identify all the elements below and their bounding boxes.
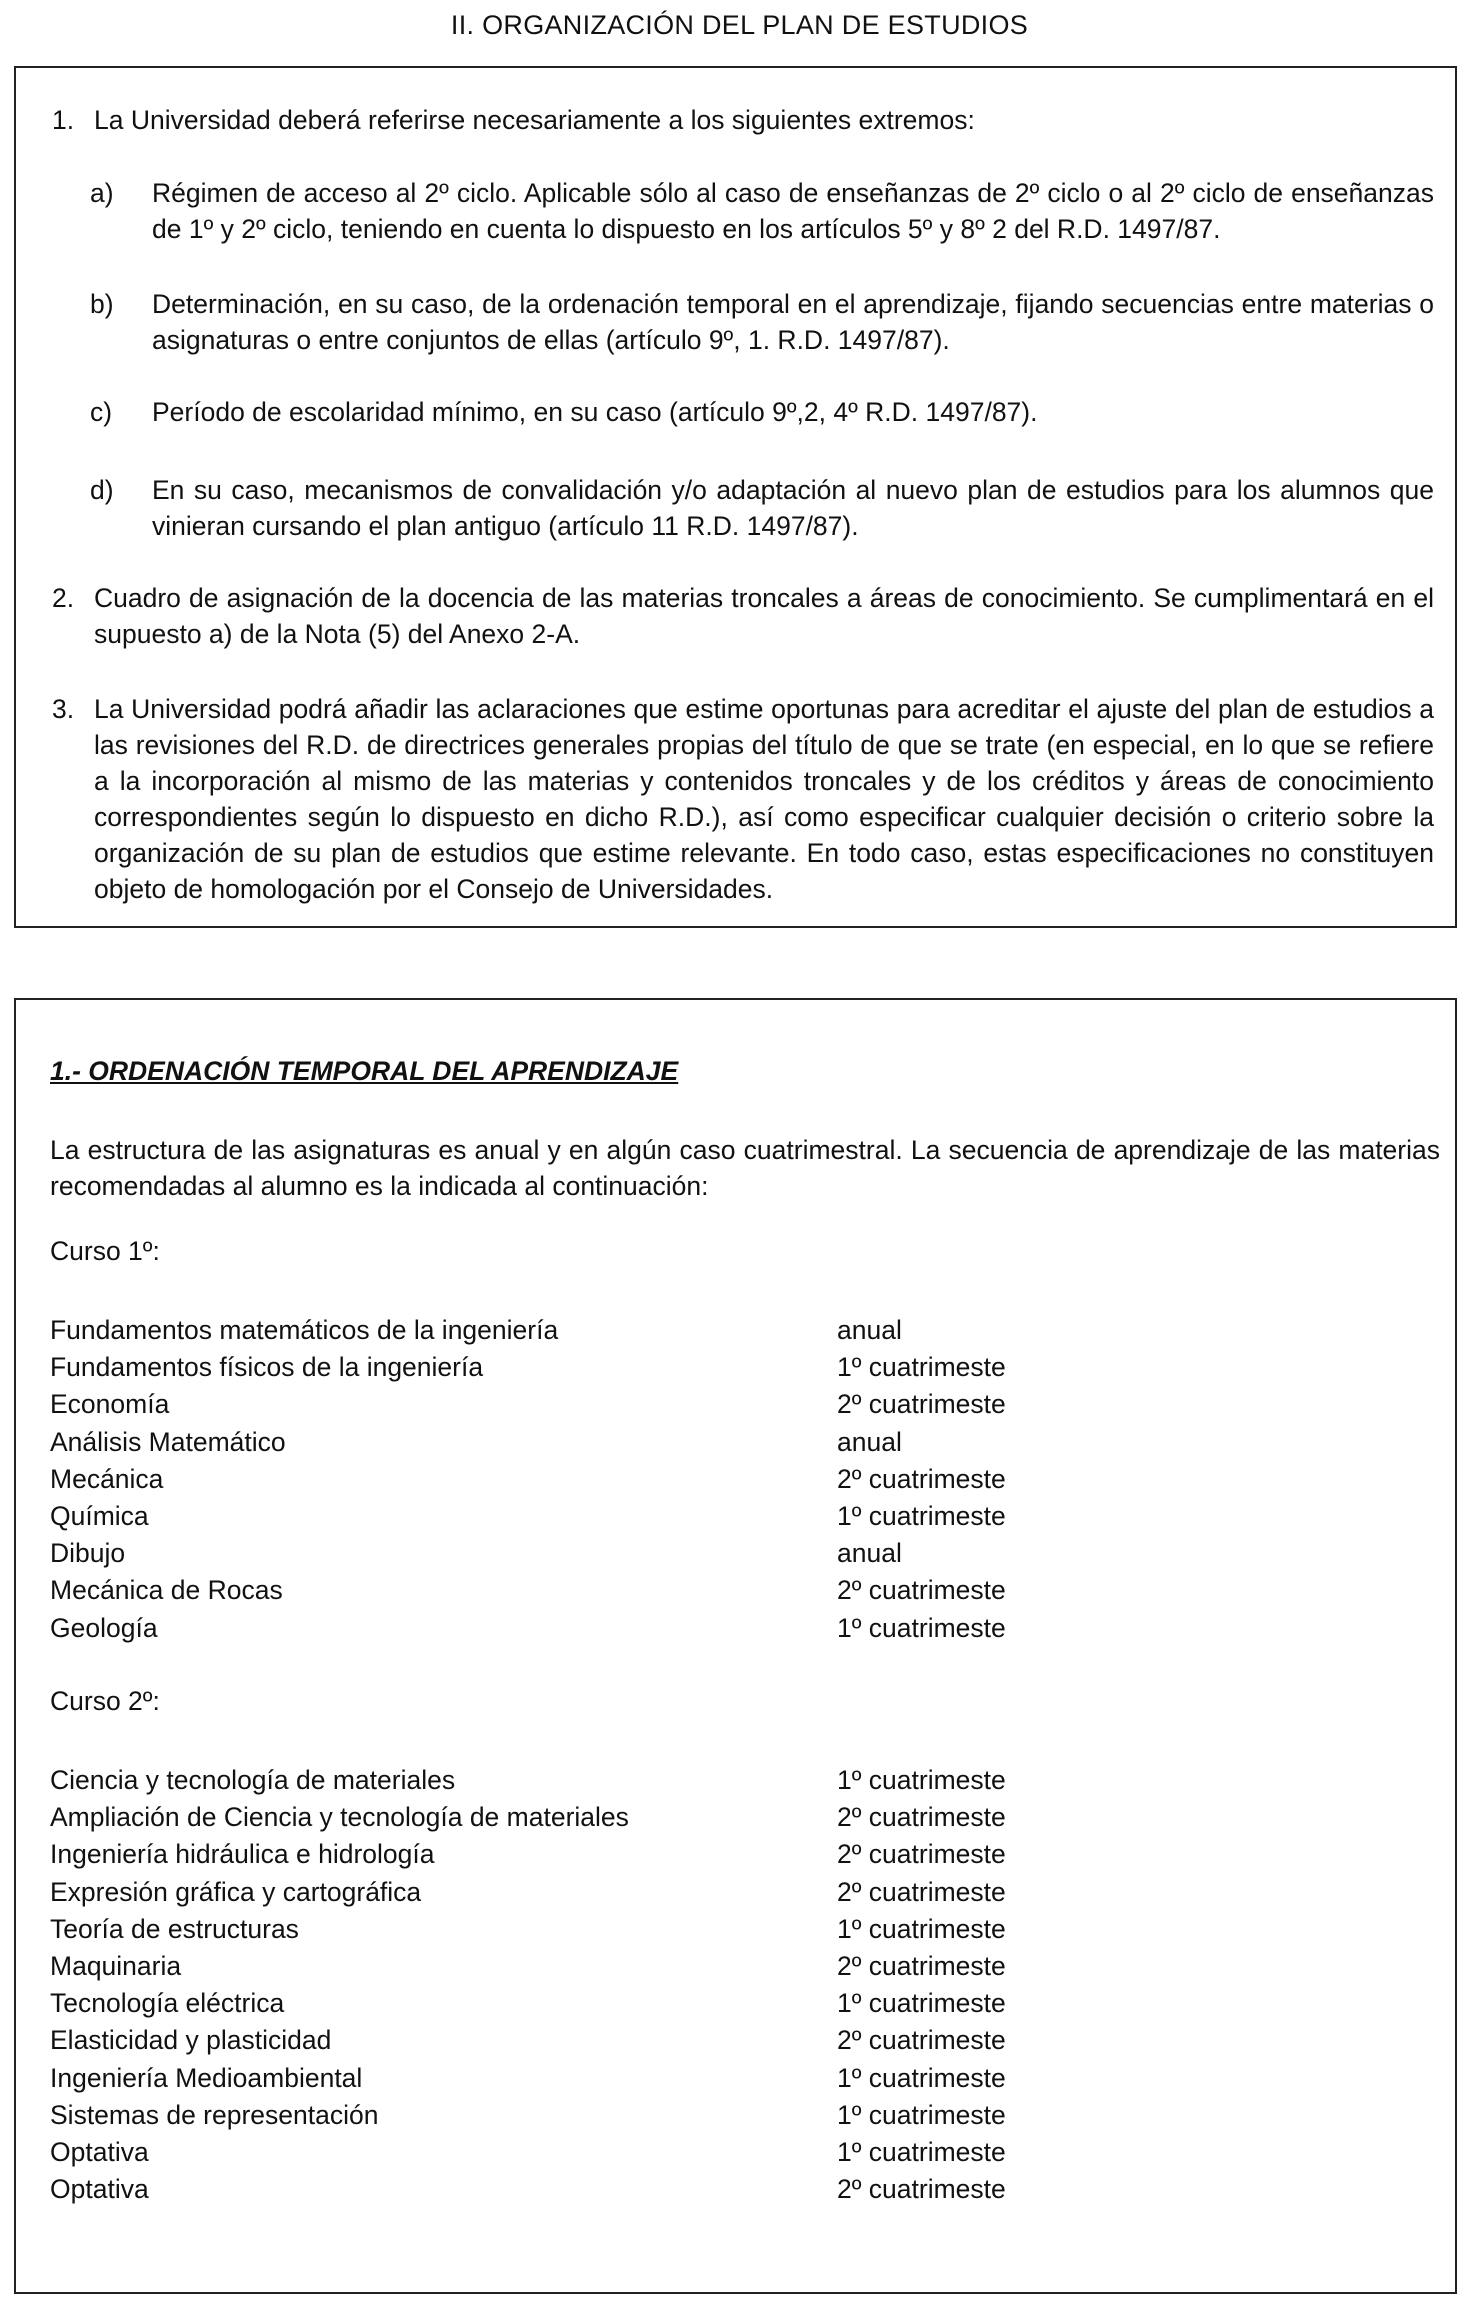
subject-name: Química (50, 1500, 149, 1531)
subitem-letter: c) (90, 397, 113, 427)
subject-period: anual (837, 1426, 902, 1457)
subject-name: Ciencia y tecnología de materiales (50, 1765, 456, 1795)
subject-period: 1º cuatrimeste (837, 1913, 1006, 1944)
subject-period: 2º cuatrimeste (837, 1950, 1006, 1981)
subject-name: Elasticidad y plasticidad (50, 2025, 332, 2056)
subject-period: 2º cuatrimeste (837, 1389, 1006, 1420)
subitem-text: Período de escolaridad mínimo, en su caso (artículo 9º,2, 4º R.D. 1497/87). (152, 397, 1038, 427)
subject-row (50, 1948, 1050, 1985)
subject-period: 1º cuatrimeste (837, 2062, 1006, 2093)
subject-row (50, 1911, 1050, 1948)
item-number: 3. (52, 694, 75, 724)
subject-name: Ingeniería hidráulica e hidrología (50, 1839, 435, 1870)
item-number: 2. (52, 583, 75, 613)
subject-row (50, 1535, 1050, 1572)
subject-row (50, 1610, 1050, 1647)
subitem-letter: b) (90, 289, 114, 319)
subject-name: Ampliación de Ciencia y tecnología de materiales (50, 1802, 629, 1833)
subject-row (50, 2097, 1050, 2134)
subject-row (50, 1985, 1050, 2022)
subject-name: Fundamentos matemáticos de la ingeniería (50, 1315, 559, 1345)
subject-name: Maquinaria (50, 1950, 182, 1981)
subitem-text: En su caso, mecanismos de convalidación y/o adaptación al nuevo plan de estudios para los alumnos que vinieran cursando el plan antiguo (artículo 11 R.D. 1497/87). (152, 475, 1434, 541)
subitem-letter: d) (90, 475, 114, 505)
subject-name: Expresión gráfica y cartográfica (50, 1876, 422, 1907)
subject-row (50, 1836, 1050, 1873)
subject-period: anual (837, 1315, 902, 1345)
subject-row (50, 1424, 1050, 1461)
subject-period: anual (837, 1538, 902, 1569)
course-1-label: Curso 1º: (50, 1236, 160, 1266)
course-2-subject-list (50, 1762, 1050, 2208)
subject-name: Análisis Matemático (50, 1426, 286, 1457)
subject-row (50, 1799, 1050, 1836)
subject-row (50, 1572, 1050, 1609)
subject-row (50, 2060, 1050, 2097)
subject-period: 1º cuatrimeste (837, 2099, 1006, 2130)
course-2-label: Curso 2º: (50, 1686, 160, 1716)
subject-row (50, 1874, 1050, 1911)
subject-row (50, 1349, 1050, 1386)
subject-period: 2º cuatrimeste (837, 1802, 1006, 1833)
subject-name: Fundamentos físicos de la ingeniería (50, 1352, 484, 1383)
subject-name: Teoría de estructuras (50, 1913, 299, 1944)
subject-period: 2º cuatrimeste (837, 2174, 1006, 2205)
subject-name: Mecánica de Rocas (50, 1575, 283, 1606)
subject-row (50, 1762, 1050, 1799)
subject-row (50, 2171, 1050, 2208)
subject-name: Economía (50, 1389, 170, 1420)
subject-period: 2º cuatrimeste (837, 1839, 1006, 1870)
subject-name: Sistemas de representación (50, 2099, 379, 2130)
subject-period: 1º cuatrimeste (837, 1352, 1006, 1383)
subject-period: 1º cuatrimeste (837, 1765, 1006, 1795)
section-heading: 1.- ORDENACIÓN TEMPORAL DEL APRENDIZAJE (50, 1056, 679, 1086)
item-text: Cuadro de asignación de la docencia de las materias troncales a áreas de conocimiento. Se cumplimentará en el supuesto a) de la Nota (5) del Anexo 2-A. (94, 583, 1434, 649)
ordenacion-box (14, 998, 1457, 2294)
subject-name: Mecánica (50, 1463, 164, 1494)
subject-name: Optativa (50, 2136, 149, 2167)
subject-row (50, 2022, 1050, 2059)
subject-row (50, 1312, 1050, 1349)
item-number: 1. (52, 105, 75, 135)
subject-name: Ingeniería Medioambiental (50, 2062, 363, 2093)
course-1-subject-list (50, 1312, 1050, 1647)
subject-period: 1º cuatrimeste (837, 1612, 1006, 1643)
subject-period: 2º cuatrimeste (837, 1463, 1006, 1494)
item-text: La Universidad podrá añadir las aclaraciones que estime oportunas para acreditar el ajuste del plan de estudios a las revisiones del R.D. de directrices generales propias del título de que se trate (en especial, en lo que se refiere a la incorporación al mismo de las materias y contenidos troncales y de los créditos y áreas de conocimiento correspondientes según lo dispuesto en dicho R.D.), así como especificar cualquier decisión o criterio sobre la organización de su plan de estudios que estime relevante. En todo caso, estas especificaciones no constituyen objeto de homologación por el Consejo de Universidades. (94, 694, 1434, 904)
subject-name: Optativa (50, 2174, 149, 2205)
subject-period: 2º cuatrimeste (837, 1876, 1006, 1907)
subject-row (50, 1498, 1050, 1535)
subject-period: 1º cuatrimeste (837, 2136, 1006, 2167)
subject-period: 2º cuatrimeste (837, 1575, 1006, 1606)
subject-period: 1º cuatrimeste (837, 1500, 1006, 1531)
subject-row (50, 1386, 1050, 1423)
subitem-text: Régimen de acceso al 2º ciclo. Aplicable sólo al caso de enseñanzas de 2º ciclo o al 2º ciclo de enseñanzas de 1º y 2º ciclo, teniendo en cuenta lo dispuesto en los artículos 5º y 8º 2 del R.D. 1497/87. (152, 178, 1434, 244)
item-text: La Universidad deberá referirse necesariamente a los siguientes extremos: (94, 105, 975, 135)
subitem-text: Determinación, en su caso, de la ordenación temporal en el aprendizaje, fijando secuencias entre materias o asignaturas o entre conjuntos de ellas (artículo 9º, 1. R.D. 1497/87). (152, 289, 1434, 355)
subject-name: Tecnología eléctrica (50, 1988, 285, 2019)
subitem-letter: a) (90, 178, 114, 208)
page-title: II. ORGANIZACIÓN DEL PLAN DE ESTUDIOS (450, 10, 1029, 40)
intro-paragraph: La estructura de las asignaturas es anual y en algún caso cuatrimestral. La secuencia de aprendizaje de las materias recomendadas al alumno es la indicada al continuación: (50, 1135, 1440, 1201)
subject-name: Dibujo (50, 1538, 126, 1569)
subject-row (50, 2134, 1050, 2171)
requirements-box (14, 66, 1457, 928)
subject-period: 2º cuatrimeste (837, 2025, 1006, 2056)
subject-name: Geología (50, 1612, 158, 1643)
subject-period: 1º cuatrimeste (837, 1988, 1006, 2019)
subject-row (50, 1461, 1050, 1498)
